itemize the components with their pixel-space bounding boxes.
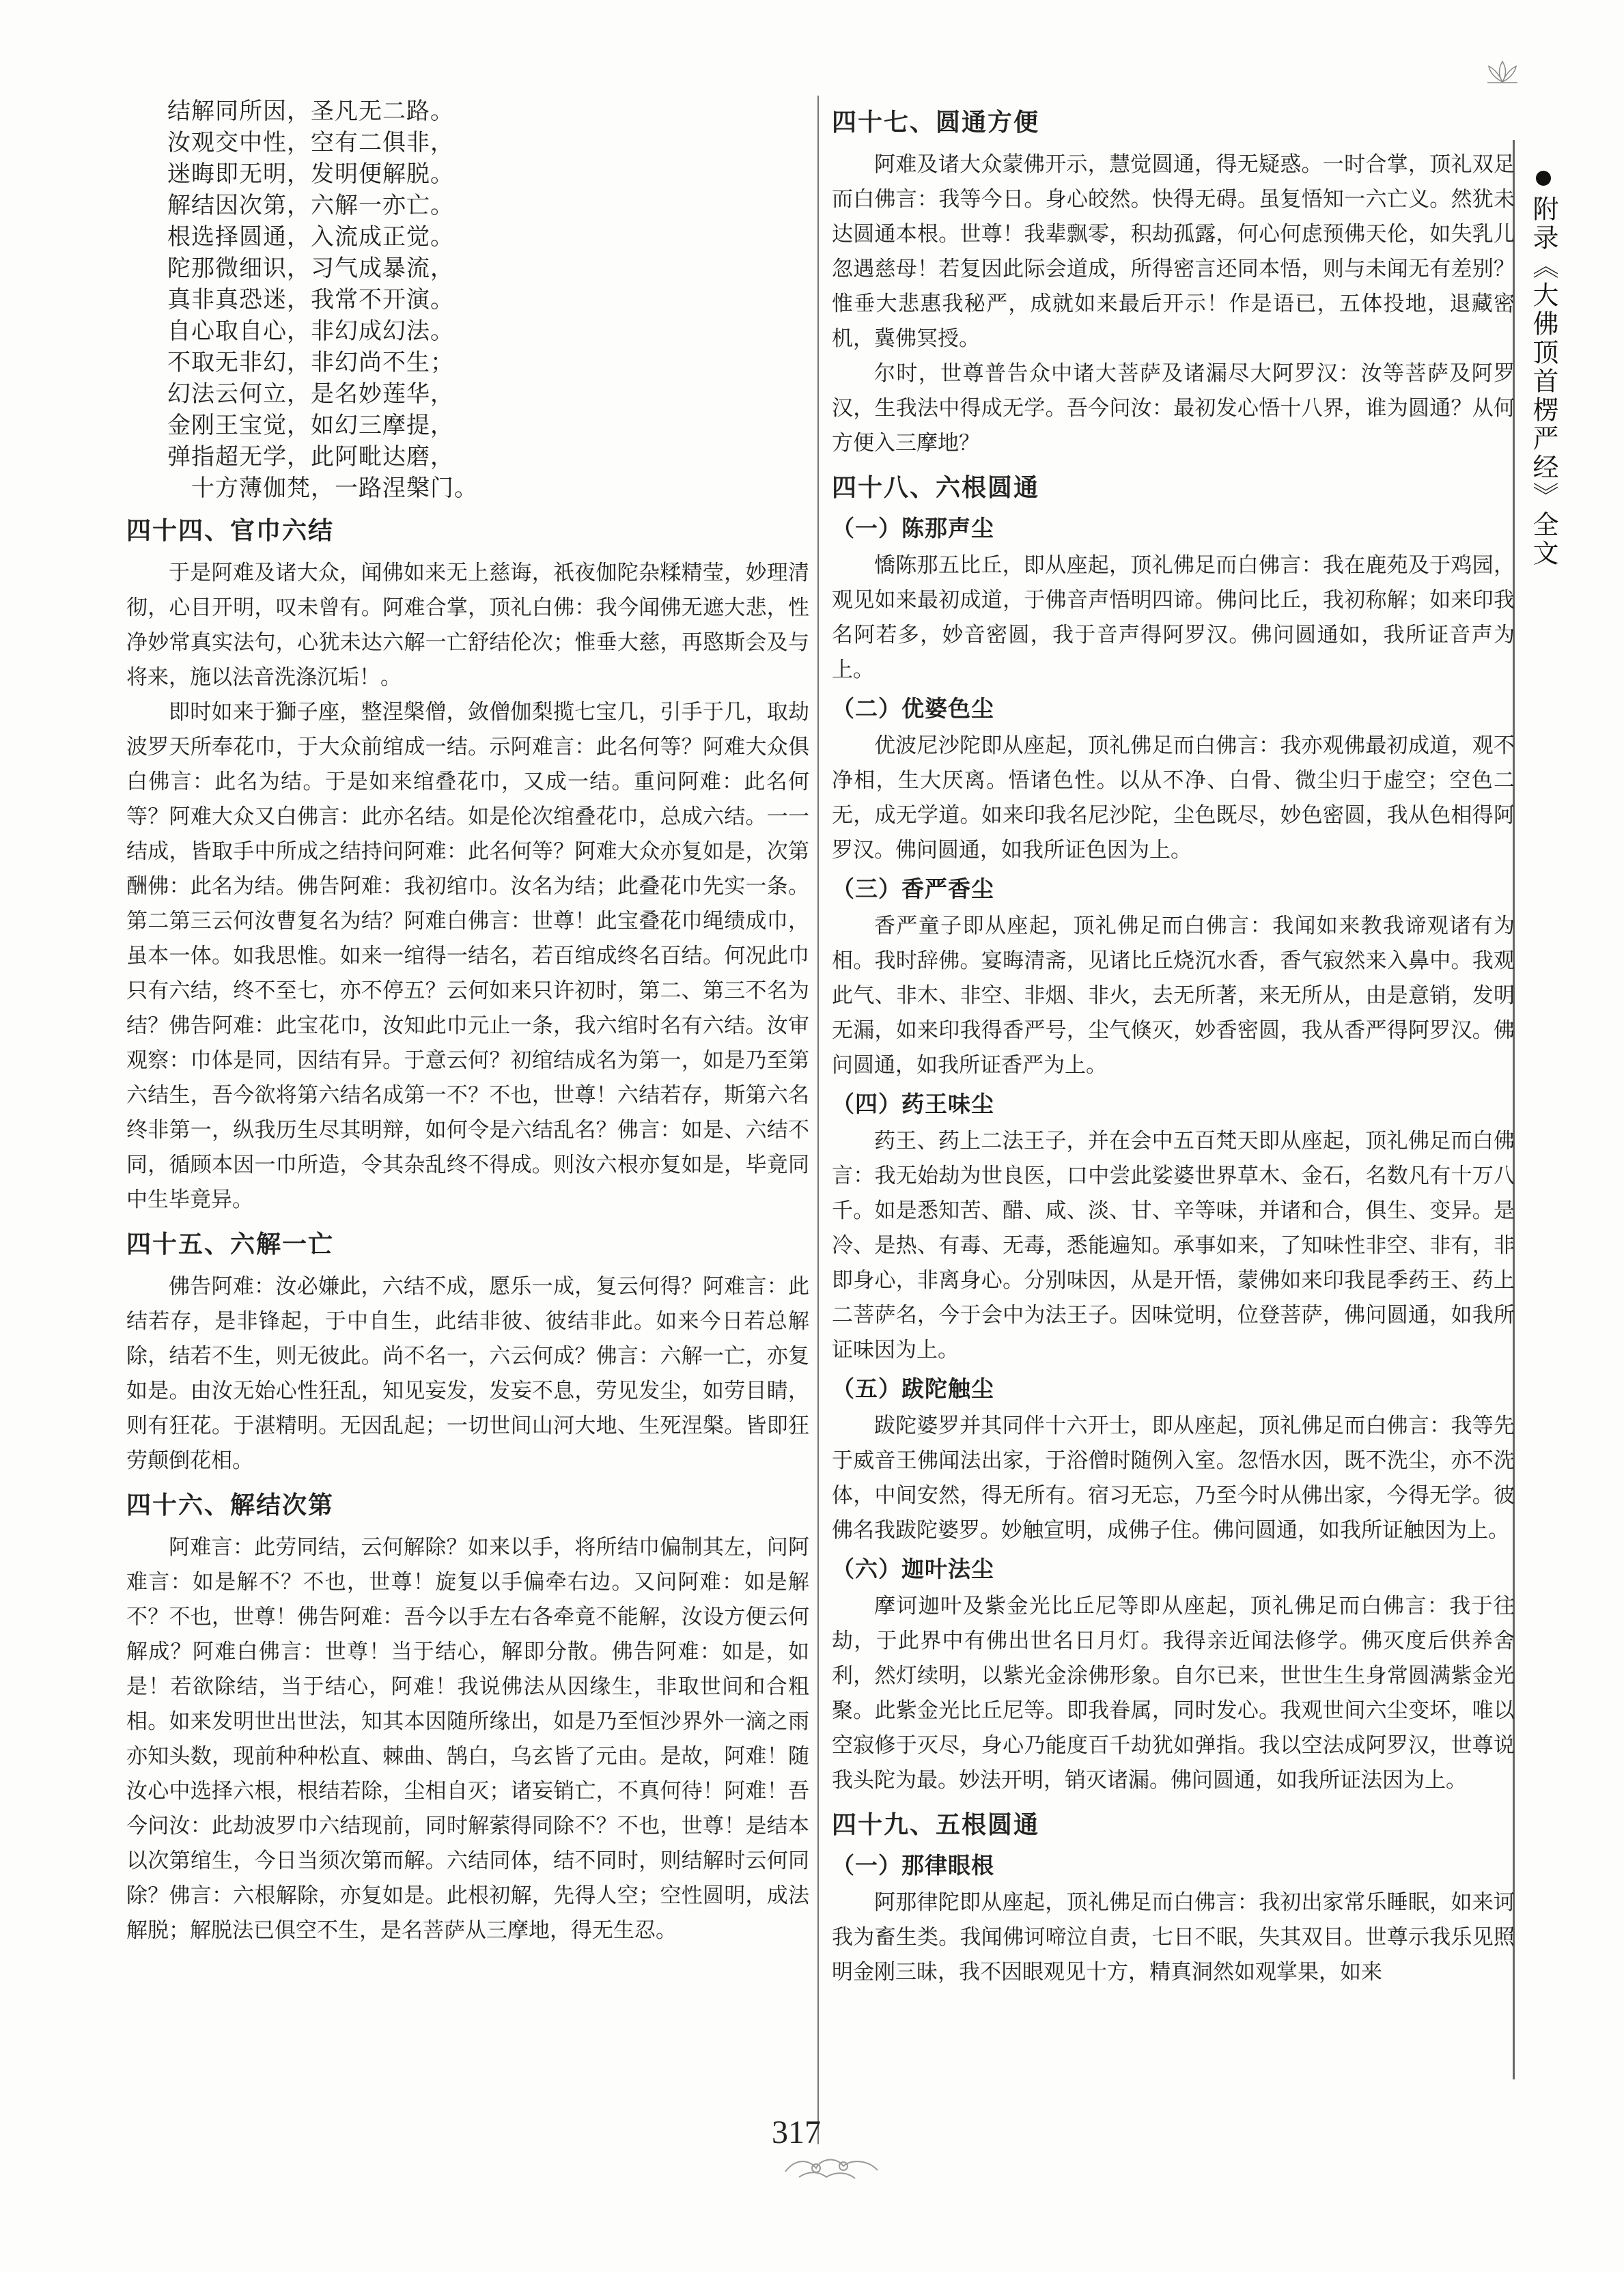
sidebar-label [1522,171,1563,568]
verse-line: 不取无非幻，非幻尚不生； [167,349,454,376]
verse-line: 根选择圆通，入流成正觉。 [167,223,454,251]
subsection-heading: （六）迦叶法尘 [832,1556,994,1582]
verse-block [126,96,809,504]
paragraph: 于是阿难及诸大众，闻佛如来无上慈诲，祇夜伽陀杂糅精莹，妙理清彻，心目开明，叹未曾有。阿难合掌，顶礼白佛：我今闻佛无遮大悲，性净妙常真实法句，心犹未达六解一亡舒结伦次；惟垂大慈，再愍斯会及与将来，施以法音洗涤沉垢！。 [126,561,809,690]
verse-line: 十方薄伽梵，一路涅槃门。 [191,475,478,502]
subsection-heading: （四）药王味尘 [832,1091,994,1117]
section-heading-48: 四十八、六根圆通 [832,474,1040,502]
paragraph: 憍陈那五比丘，即从座起，顶礼佛足而白佛言：我在鹿苑及于鸡园，观见如来最初成道，于佛音声悟明四谛。佛问比丘，我初称解；如来印我名阿若多，妙音密圆，我于音声得阿罗汉。佛问圆通如，我所证音声为上。 [832,553,1515,682]
verse-line: 迷晦即无明，发明便解脱。 [167,160,454,188]
paragraph: 跋陀婆罗并其同伴十六开士，即从座起，顶礼佛足而白佛言：我等先于威音王佛闻法出家，于浴僧时随例入室。忽悟水因，既不洗尘，亦不洗体，中间安然，得无所有。宿习无忘，乃至今时从佛出家，今得无学。彼佛名我跋陀婆罗。妙触宣明，成佛子住。佛问圆通，如我所证触因为上。 [832,1414,1515,1543]
verse-line: 自心取自心，非幻成幻法。 [167,318,454,345]
section-heading-47: 四十七、圆通方便 [832,109,1040,137]
section-heading-45: 四十五、六解一亡 [126,1231,335,1259]
subsection-heading: （三）香严香尘 [832,875,994,902]
paragraph: 药王、药上二法王子，并在会中五百梵天即从座起，顶礼佛足而白佛言：我无始劫为世良医，口中尝此娑婆世界草木、金石，名数凡有十万八千。如是悉知苦、醋、咸、淡、甘、辛等味，并诸和合，俱生、变异。是冷、是热、有毒、无毒，悉能遍知。承事如来，了知味性非空、非有，非即身心，非离身心。分别味因，从是开悟，蒙佛如来印我昆季药王、药上二菩萨名，今于会中为法王子。因味觉明，位登菩萨，佛问圆通，如我所证味因为上。 [832,1129,1515,1362]
verse-line: 陀那微细识，习气成暴流， [167,255,454,282]
column-divider [817,96,819,2144]
subsection-heading: （二）优婆色尘 [832,695,994,722]
section-heading-49: 四十九、五根圆通 [832,1811,1040,1839]
section-heading-44: 四十四、官巾六结 [126,517,335,545]
verse-line: 弹指超无学，此阿毗达磨， [167,443,454,471]
verse-line: 金刚王宝觉，如幻三摩提， [167,412,454,439]
page-number: 317 [772,2114,821,2150]
left-column [126,96,809,1948]
cloud-ornament-icon [779,2144,888,2185]
paragraph: 佛告阿难：汝必嫌此，六结不成，愿乐一成，复云何得？阿难言：此结若存，是非锋起，于中自生，此结非彼、彼结非此。如来今日若总解除，结若不生，则无彼此。尚不名一，六云何成？佛言：六解一亡，亦复如是。由汝无始心性狂乱，知见妄发，发妄不息，劳见发尘，如劳目睛，则有狂花。于湛精明。无因乱起；一切世间山河大地、生死涅槃。皆即狂劳颠倒花相。 [126,1274,809,1473]
lotus-ornament-icon [1482,58,1523,85]
bullet-icon [1536,171,1551,186]
subsection-heading: （一）陈那声尘 [832,515,994,542]
verse-line: 结解同所因，圣凡无二路。 [167,98,454,125]
paragraph: 阿那律陀即从座起，顶礼佛足而白佛言：我初出家常乐睡眠，如来诃我为畜生类。我闻佛诃啼泣自责，七日不眠，失其双目。世尊示我乐见照明金刚三昧，我不因眼观见十方，精真洞然如观掌果，如来 [832,1890,1515,1985]
subsection-heading: （五）跋陀触尘 [832,1375,994,1402]
sidebar-label-text: 附录《大佛顶首楞严经》全文 [1528,195,1558,568]
paragraph: 尔时，世尊普告众中诸大菩萨及诸漏尽大阿罗汉：汝等菩萨及阿罗汉，生我法中得成无学。吾今问汝：最初发心悟十八界，谁为圆通？从何方便入三摩地？ [832,361,1515,455]
paragraph: 优波尼沙陀即从座起，顶礼佛足而白佛言：我亦观佛最初成道，观不净相，生大厌离。悟诸色性。以从不净、白骨、微尘归于虚空；空色二无，成无学道。如来印我名尼沙陀，尘色既尽，妙色密圆，我从色相得阿罗汉。佛问圆通，如我所证色因为上。 [832,733,1515,862]
paragraph: 摩诃迦叶及紫金光比丘尼等即从座起，顶礼佛足而白佛言：我于往劫，于此界中有佛出世名日月灯。我得亲近闻法修学。佛灭度后供养舍利，然灯续明，以紫光金涂佛形象。自尔已来，世世生生身常圆满紫金光聚。此紫金光比丘尼等。即我眷属，同时发心。我观世间六尘变坏，唯以空寂修于灭尽，身心乃能度百千劫犹如弹指。我以空法成阿罗汉，世尊说我头陀为最。妙法开明，销灭诸漏。佛问圆通，如我所证法因为上。 [832,1594,1515,1793]
paragraph: 香严童子即从座起，顶礼佛足而白佛言：我闻如来教我谛观诸有为相。我时辞佛。宴晦清斋，见诸比丘烧沉水香，香气寂然来入鼻中。我观此气、非木、非空、非烟、非火，去无所著，来无所从，由是意销，发明无漏，如来印我得香严号，尘气倏灭，妙香密圆，我从香严得阿罗汉。佛问圆通，如我所证香严为上。 [832,914,1515,1078]
paragraph: 即时如来于獅子座，整涅槃僧，敛僧伽梨揽七宝几，引手于几，取劫波罗天所奉花巾，于大众前绾成一结。示阿难言：此名何等？阿难大众俱白佛言：此名为结。于是如来绾叠花巾，又成一结。重问阿难：此名何等？阿难大众又白佛言：此亦名结。如是伦次绾叠花巾，总成六结。一一结成，皆取手中所成之结持问阿难：此名何等？阿难大众亦复如是，次第酬佛：此名为结。佛告阿难：我初绾巾。汝名为结；此叠花巾先实一条。第二第三云何汝曹复名为结？阿难白佛言：世尊！此宝叠花巾绳绩成巾，虽本一体。如我思惟。如来一绾得一结名，若百绾成终名百结。何况此巾只有六结，终不至七，亦不停五？云何如来只许初时，第二、第三不名为结？佛告阿难：此宝花巾，汝知此巾元止一条，我六绾时名有六结。汝审观察：巾体是同，因结有异。于意云何？初绾结成名为第一，如是乃至第六结生，吾今欲将第六结名成第一不？不也，世尊！六结若存，斯第六名终非第一，纵我历生尽其明辩，如何令是六结乱名？佛言：如是、六结不同，循顾本因一巾所造，令其杂乱终不得成。则汝六根亦复如是，毕竟同中生毕竟异。 [126,700,809,1212]
verse-line: 真非真恐迷，我常不开演。 [167,286,454,313]
verse-line: 幻法云何立，是名妙莲华， [167,380,454,408]
subsection-heading: （一）那律眼根 [832,1852,994,1879]
verse-line: 解结因次第，六解一亦亡。 [167,192,454,219]
paragraph: 阿难及诸大众蒙佛开示，慧觉圆通，得无疑惑。一时合掌，顶礼双足而白佛言：我等今日。身心皎然。快得无碍。虽复悟知一六亡义。然犹未达圆通本根。世尊！我辈飘零，积劫孤露，何心何虑预佛天伦，如失乳儿忽遇慈母！若复因此际会道成，所得密言还同本悟，则与未闻无有差别？惟垂大悲惠我秘严，成就如来最后开示！作是语已，五体投地，退藏密机，冀佛冥授。 [832,152,1515,351]
right-column [832,96,1515,1990]
verse-line: 汝观交中性，空有二俱非， [167,129,454,156]
paragraph: 阿难言：此劳同结，云何解除？如来以手，将所结巾偏制其左，问阿难言：如是解不？不也，世尊！旋复以手偏牵右边。又问阿难：如是解不？不也，世尊！佛告阿难：吾今以手左右各牵竟不能解，汝设方便云何解成？阿难白佛言：世尊！当于结心，解即分散。佛告阿难：如是，如是！若欲除结，当于结心，阿难！我说佛法从因缘生，非取世间和合粗相。如来发明世出世法，知其本因随所缘出，如是乃至恒沙界外一滴之雨亦知头数，现前种种松直、棘曲、鹄白，乌玄皆了元由。是故，阿难！随汝心中选择六根，根结若除，尘相自灭；诸妄销亡，不真何待！阿难！吾今问汝：此劫波罗巾六结现前，同时解萦得同除不？不也，世尊！是结本以次第绾生，今日当须次第而解。六结同体，结不同时，则结解时云何同除？佛言：六根解除，亦复如是。此根初解，先得人空；空性圆明，成法解脱；解脱法已俱空不生，是名菩萨从三摩地，得无生忍。 [126,1535,809,1943]
section-heading-46: 四十六、解结次第 [126,1491,335,1519]
